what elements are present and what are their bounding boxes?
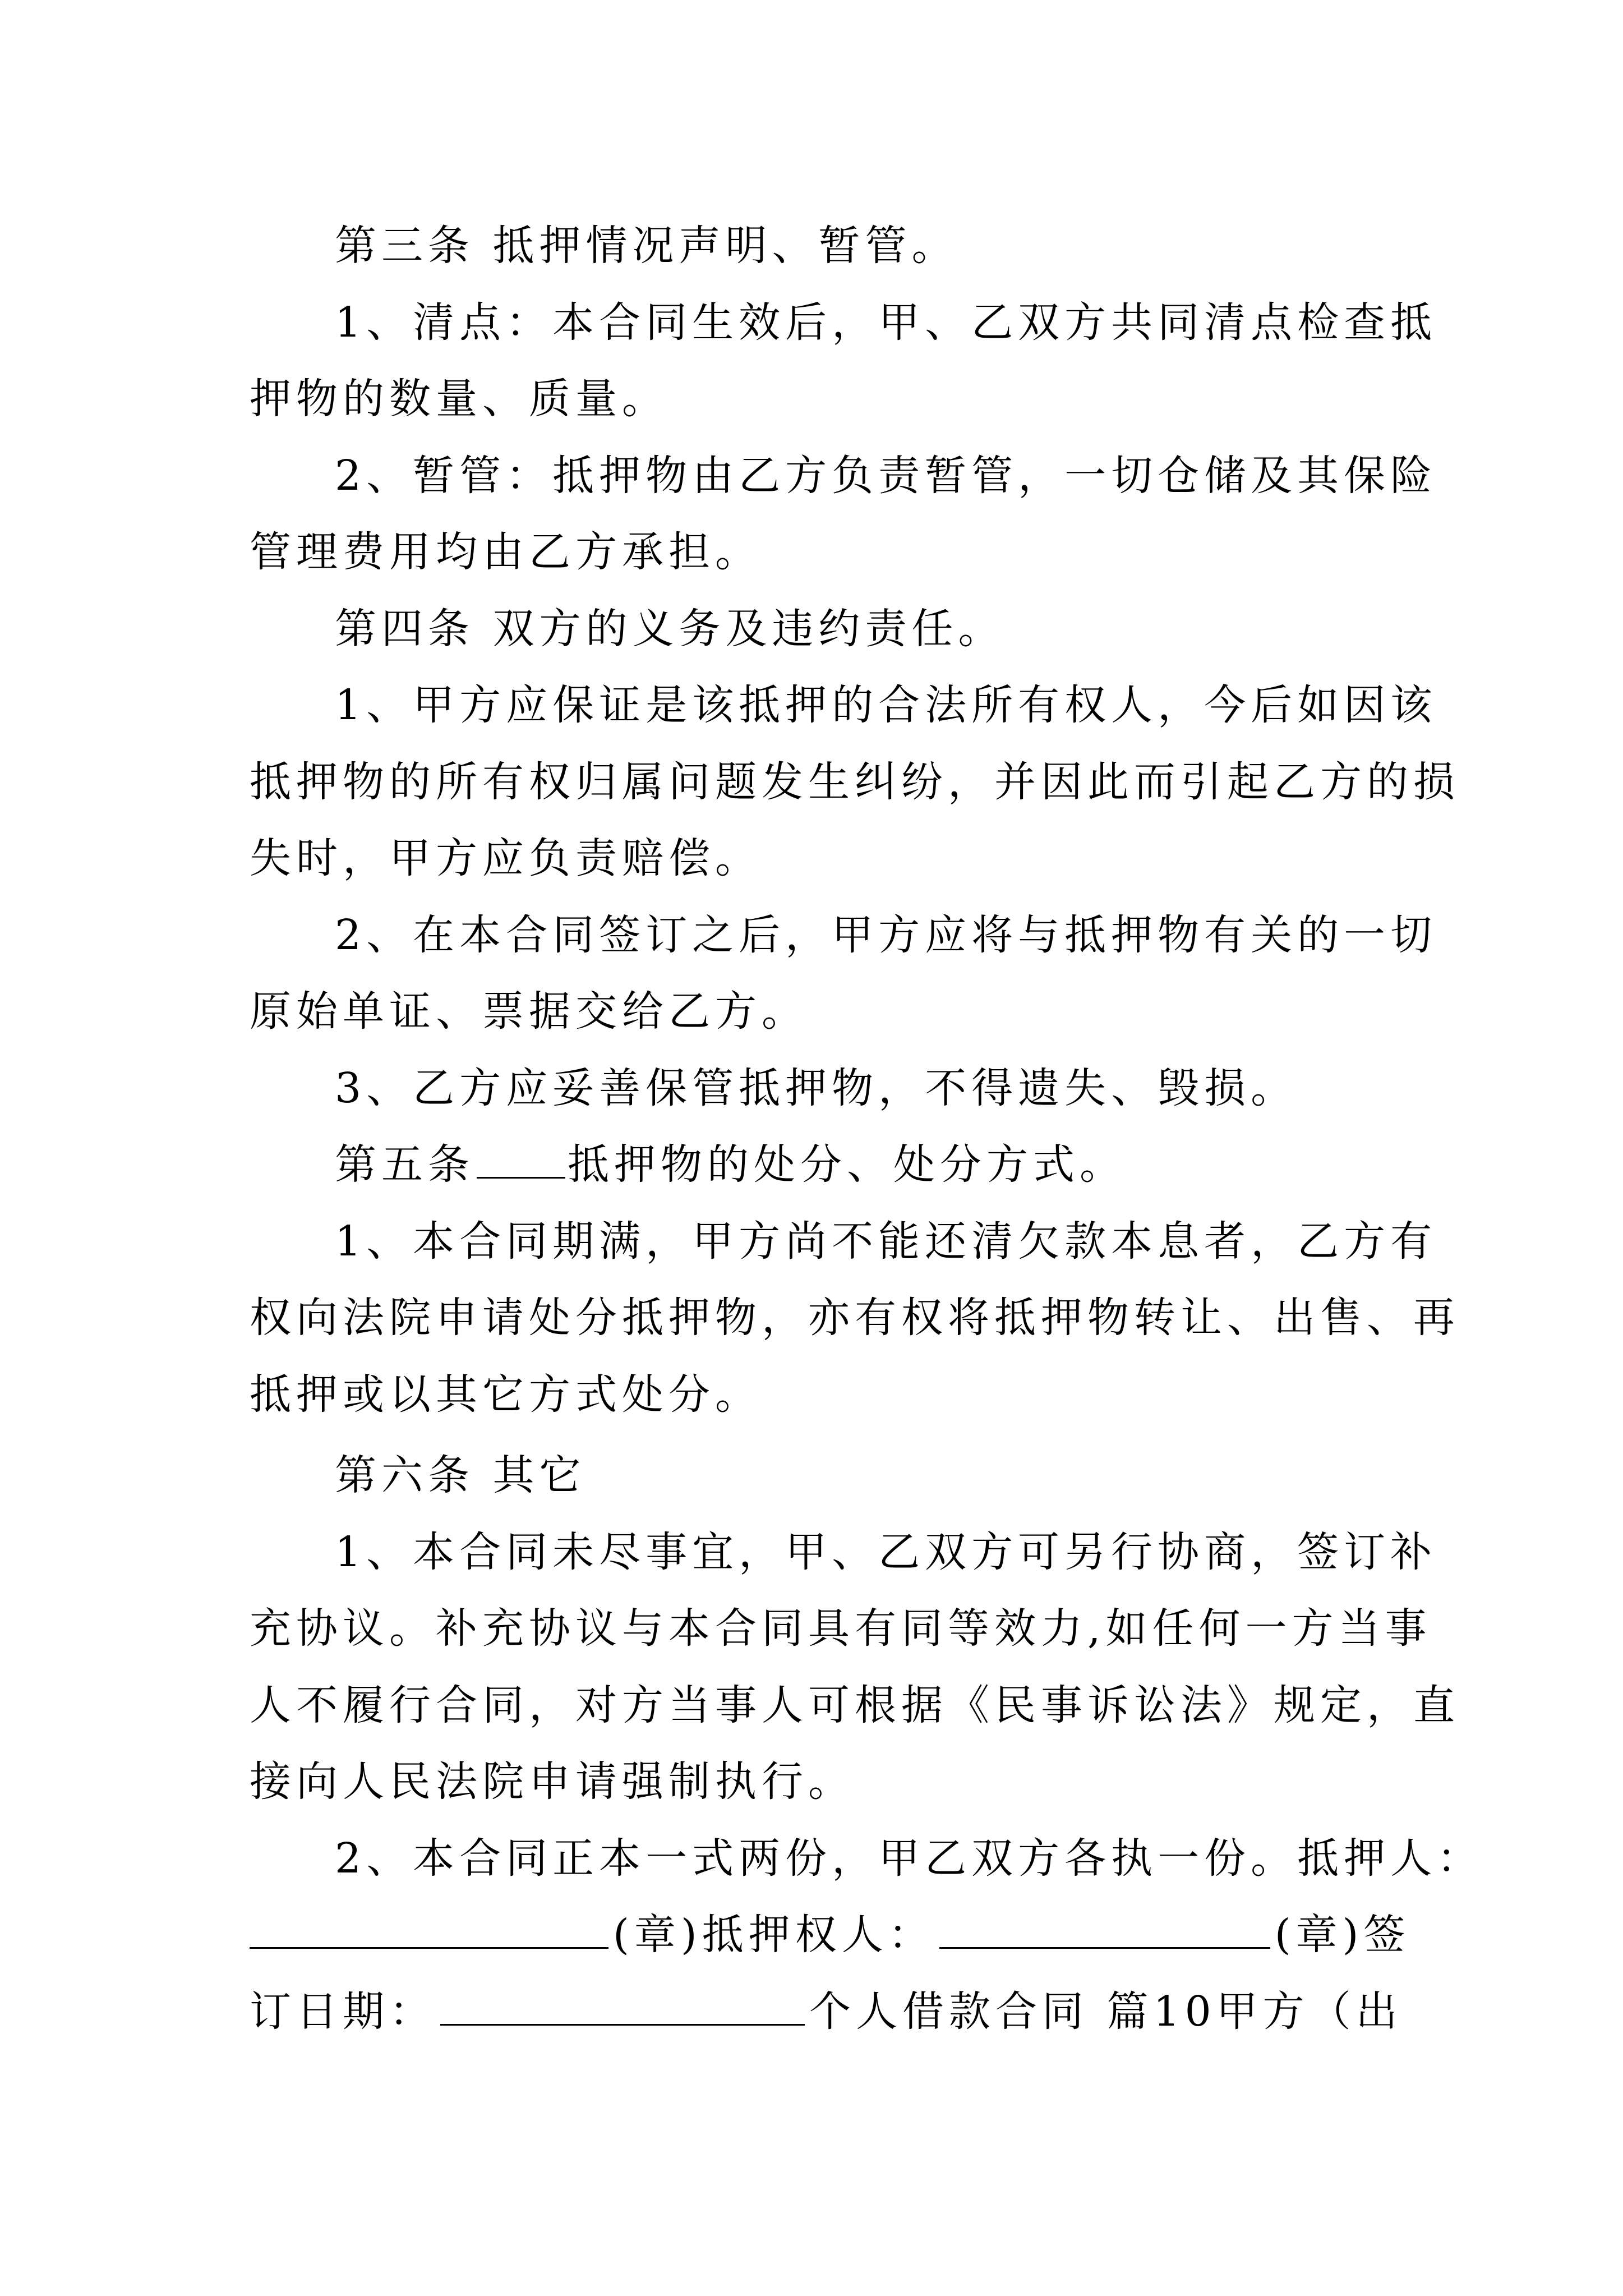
paragraph-line: 1、清点：本合同生效后，甲、乙双方共同清点检查抵 [335, 298, 1437, 347]
paragraph-line: 2、在本合同签订之后，甲方应将与抵押物有关的一切 [335, 910, 1437, 959]
paragraph-line: 权向法院申请处分抵押物，亦有权将抵押物转让、出售、再 [250, 1294, 1460, 1342]
article-6-heading: 第六条 其它 [335, 1451, 586, 1499]
mortgagee-label: (章)抵押权人： [613, 1911, 935, 1959]
paragraph-line: 失时，甲方应负责赔偿。 [250, 834, 762, 882]
paragraph-line: 押物的数量、质量。 [250, 375, 668, 423]
article-5-label: 第五条 [335, 1140, 474, 1189]
paragraph-line: 2、本合同正本一式两份，甲乙双方各执一份。抵押人： [335, 1834, 1484, 1883]
paragraph-line: 1、本合同未尽事宜，甲、乙双方可另行协商，签订补 [335, 1527, 1437, 1576]
paragraph-line: 管理费用均由乙方承担。 [250, 528, 762, 576]
mortgagee-signature-blank [939, 1915, 1270, 1949]
mortgagor-signature-blank [250, 1915, 608, 1949]
paragraph-line: 接向人民法院申请强制执行。 [250, 1757, 855, 1806]
paragraph-line: 抵押物的所有权归属问题发生纠纷，并因此而引起乙方的损 [250, 757, 1460, 806]
next-contract-heading: 个人借款合同 篇10甲方（出 [809, 1987, 1403, 2036]
paragraph-line: 3、乙方应妥善保管抵押物，不得遗失、毁损。 [335, 1064, 1298, 1112]
contract-text [250, 208, 1484, 2050]
article-3-heading: 第三条 抵押情况声明、暂管。 [335, 222, 958, 270]
date-line [250, 1973, 1403, 2050]
paragraph-line: 人不履行合同，对方当事人可根据《民事诉讼法》规定，直 [250, 1681, 1460, 1729]
sign-date-label: 订日期： [250, 1987, 436, 2036]
signature-line [250, 1897, 1410, 1973]
paragraph-line: 1、本合同期满，甲方尚不能还清欠款本息者，乙方有 [335, 1217, 1437, 1266]
article-4-heading: 第四条 双方的义务及违约责任。 [335, 604, 1005, 653]
fill-in-blank [477, 1144, 565, 1179]
seal-sign-label: (章)签 [1274, 1911, 1410, 1959]
article-5-heading [250, 1126, 1388, 1203]
paragraph-line: 抵押或以其它方式处分。 [250, 1370, 762, 1419]
sign-date-blank [440, 1991, 805, 2026]
paragraph-line: 2、暂管：抵押物由乙方负责暂管，一切仓储及其保险 [335, 451, 1437, 500]
paragraph-line: 原始单证、票据交给乙方。 [250, 987, 808, 1036]
paragraph-line: 充协议。补充协议与本合同具有同等效力,如任何一方当事 [250, 1604, 1432, 1653]
paragraph-line: 1、甲方应保证是该抵押的合法所有权人，今后如因该 [335, 681, 1437, 729]
article-5-title: 抵押物的处分、处分方式。 [568, 1140, 1126, 1189]
